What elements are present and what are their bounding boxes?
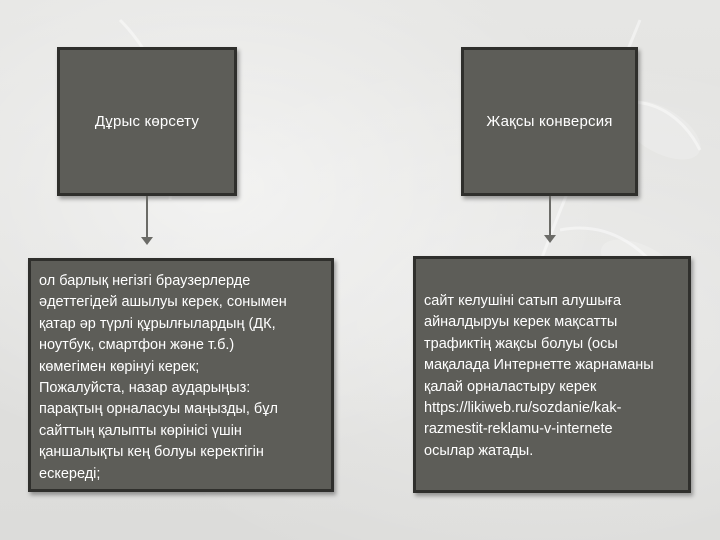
correct-display-details-text: ол барлық негізгі браузерлерде әдеттегідей ашылуы керек, сонымен қатар әр түрлі құрылғылардың (ДК, ноутбук, смартфон және т.б.) көмегімен көрінуі керек; Пожалуйста, назар аударыңыз: парақтың орналасуы маңызды, бұл сайттың қалыпты көрінісі үшін қаншалықты кең болуы керектігін ескереді; bbox=[39, 273, 287, 482]
box-correct-display-details bbox=[28, 258, 334, 492]
box-good-conversion-details bbox=[413, 256, 691, 493]
connector-left bbox=[146, 196, 148, 238]
box-good-conversion-label: Жақсы конверсия bbox=[486, 113, 613, 130]
box-correct-display bbox=[57, 47, 237, 196]
good-conversion-details-text: сайт келушіні сатып алушыға айналдыруы керек мақсатты трафиктің жақсы болуы (осы мақалада Интернетте жарнаманы қалай орналастыру керек https://likiweb.ru/sozdanie/kak- razmestit-reklamu-v-internete осылар жатады. bbox=[424, 293, 654, 459]
box-good-conversion bbox=[461, 47, 638, 196]
connector-right bbox=[549, 196, 551, 236]
box-correct-display-label: Дұрыс көрсету bbox=[94, 113, 200, 130]
arrowhead-left bbox=[141, 237, 153, 245]
arrowhead-right bbox=[544, 235, 556, 243]
